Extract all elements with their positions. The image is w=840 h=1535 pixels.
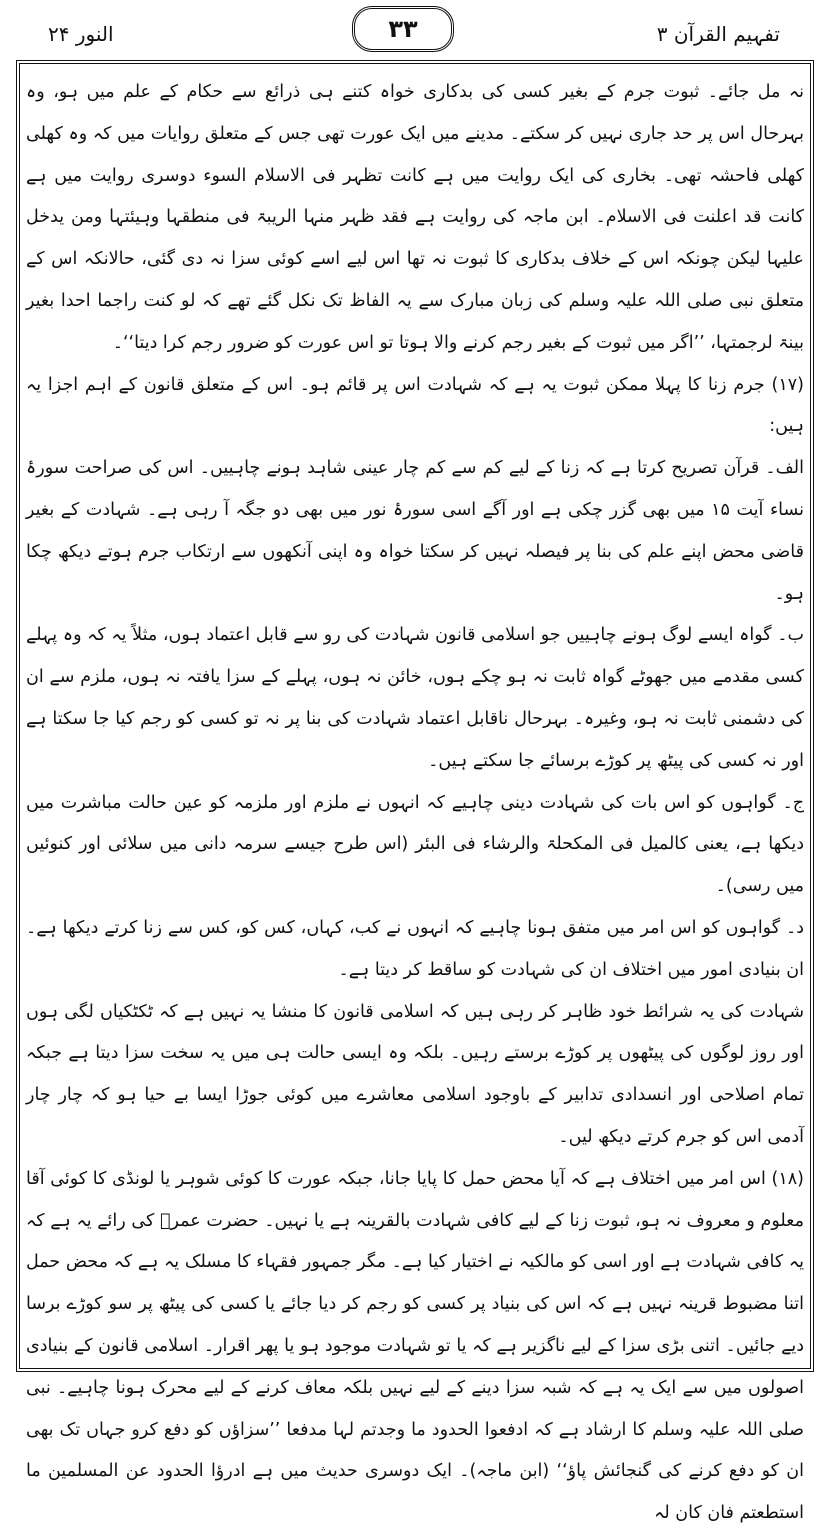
main-text	[26, 72, 804, 1524]
surah-page-header: النور ۲۴	[48, 22, 114, 46]
paragraph: الف۔ قرآن تصریح کرتا ہے کہ زنا کے لیے کم سے کم چار عینی شاہد ہونے چاہییں۔ اس کی صراحت سورۂ نساء آیت ۱۵ میں بھی گزر چکی ہے اور آگے اسی سورۂ نور میں بھی دو جگہ آ رہی ہے۔ شہادت کے بغیر قاضی محض اپنے علم کی بنا پر فیصلہ نہیں کر سکتا خواہ وہ اپنی آنکھوں سے ارتکاب جرم ہوتے دیکھ چکا ہو۔	[26, 458, 804, 604]
paragraph: ب۔ گواہ ایسے لوگ ہونے چاہییں جو اسلامی قانون شہادت کی رو سے قابل اعتماد ہوں، مثلاً یہ کہ وہ پہلے کسی مقدمے میں جھوٹے گواہ ثابت نہ ہو چکے ہوں، خائن نہ ہوں، پہلے کے سزا یافتہ نہ ہوں، ملزم سے ان کی دشمنی ثابت نہ ہو، وغیرہ۔ بہرحال ناقابل اعتماد شہادت کی بنا پر نہ تو کسی کو رجم کیا جا سکتا ہے اور نہ کسی کی پیٹھ پر کوڑے برسائے جا سکتے ہیں۔	[26, 625, 804, 771]
paragraph: (۱۷) جرم زنا کا پہلا ممکن ثبوت یہ ہے کہ شہادت اس پر قائم ہو۔ اس کے متعلق قانون کے اہم اجزا یہ ہیں:	[26, 374, 804, 437]
page-number-cartouche: ۳۳	[352, 6, 454, 52]
book-title-header: تفہیم القرآن ۳	[656, 22, 780, 46]
paragraph: نہ مل جائے۔ ثبوت جرم کے بغیر کسی کی بدکاری خواہ کتنے ہی ذرائع سے حکام کے علم میں ہو، وہ بہرحال اس پر حد جاری نہیں کر سکتے۔ مدینے میں ایک عورت تھی جس کے متعلق روایات میں کہ وہ کھلی کھلی فاحشہ تھی۔ بخاری کی ایک روایت میں ہے کانت تظہر فی الاسلام السوء دوسری روایت میں ہے کانت قد اعلنت فی الاسلام۔ ابن ماجہ کی روایت ہے فقد ظہر منہا الریبۃ فی منطقہا وہیئتہا ومن یدخل علیہا لیکن چونکہ اس کے خلاف بدکاری کا ثبوت نہ تھا اس لیے اسے کوئی سزا نہ دی گئی، حالانکہ اس کے متعلق نبی صلی اللہ علیہ وسلم کی زبان مبارک سے یہ الفاظ تک نکل گئے تھے کہ لو کنت راجما احدا بغیر بینۃ لرجمتہا، ’’اگر میں ثبوت کے بغیر رجم کرنے والا ہوتا تو اس عورت کو ضرور رجم کرا دیتا‘‘۔	[26, 82, 804, 353]
paragraph: ج۔ گواہوں کو اس بات کی شہادت دینی چاہیے کہ انہوں نے ملزم اور ملزمہ کو عین حالت مباشرت میں دیکھا ہے، یعنی کالمیل فی المکحلۃ والرشاء فی البئر (اس طرح جیسے سرمہ دانی میں سلائی اور کنوئیں میں رسی)۔	[26, 792, 804, 897]
paragraph: شہادت کی یہ شرائط خود ظاہر کر رہی ہیں کہ اسلامی قانون کا منشا یہ نہیں ہے کہ ٹکٹکیاں لگی ہوں اور روز لوگوں کی پیٹھوں پر کوڑے برستے رہیں۔ بلکہ وہ ایسی حالت ہی میں یہ سخت سزا دیتا ہے جبکہ تمام اصلاحی اور انسدادی تدابیر کے باوجود اسلامی معاشرے میں کوئی جوڑا ایسا بے حیا ہو کہ چار چار آدمی اس کو جرم کرتے دیکھ لیں۔	[26, 1001, 804, 1147]
paragraph: (۱۸) اس امر میں اختلاف ہے کہ آیا محض حمل کا پایا جانا، جبکہ عورت کا کوئی شوہر یا لونڈی کا کوئی آقا معلوم و معروف نہ ہو، ثبوت زنا کے لیے کافی شہادت بالقرینہ ہے یا نہیں۔ حضرت عمرؓ کی رائے یہ ہے کہ یہ کافی شہادت ہے اور اسی کو مالکیہ نے اختیار کیا ہے۔ مگر جمہور فقہاء کا مسلک یہ ہے کہ محض حمل اتنا مضبوط قرینہ نہیں ہے کہ اس کی بنیاد پر کسی کو رجم کر دیا جائے یا کسی کی پیٹھ پر سو کوڑے برسا دیے جائیں۔ اتنی بڑی سزا کے لیے ناگزیر ہے کہ یا تو شہادت موجود ہو یا پھر اقرار۔ اسلامی قانون کے بنیادی اصولوں میں سے ایک یہ ہے کہ شبہ سزا دینے کے لیے نہیں بلکہ معاف کرنے کے لیے محرک ہونا چاہیے۔ نبی صلی اللہ علیہ وسلم کا ارشاد ہے کہ ادفعوا الحدود ما وجدتم لہا مدفعا ’’سزاؤں کو دفع کرو جہاں تک بھی ان کو دفع کرنے کی گنجائش پاؤ‘‘ (ابن ماجہ)۔ ایک دوسری حدیث میں ہے ادرؤا الحدود عن المسلمین ما استطعتم فان کان لہ	[26, 1168, 804, 1524]
paragraph: د۔ گواہوں کو اس امر میں متفق ہونا چاہیے کہ انہوں نے کب، کہاں، کس کو، کس سے زنا کرتے دیکھا ہے۔ ان بنیادی امور میں اختلاف ان کی شہادت کو ساقط کر دیتا ہے۔	[26, 917, 804, 980]
